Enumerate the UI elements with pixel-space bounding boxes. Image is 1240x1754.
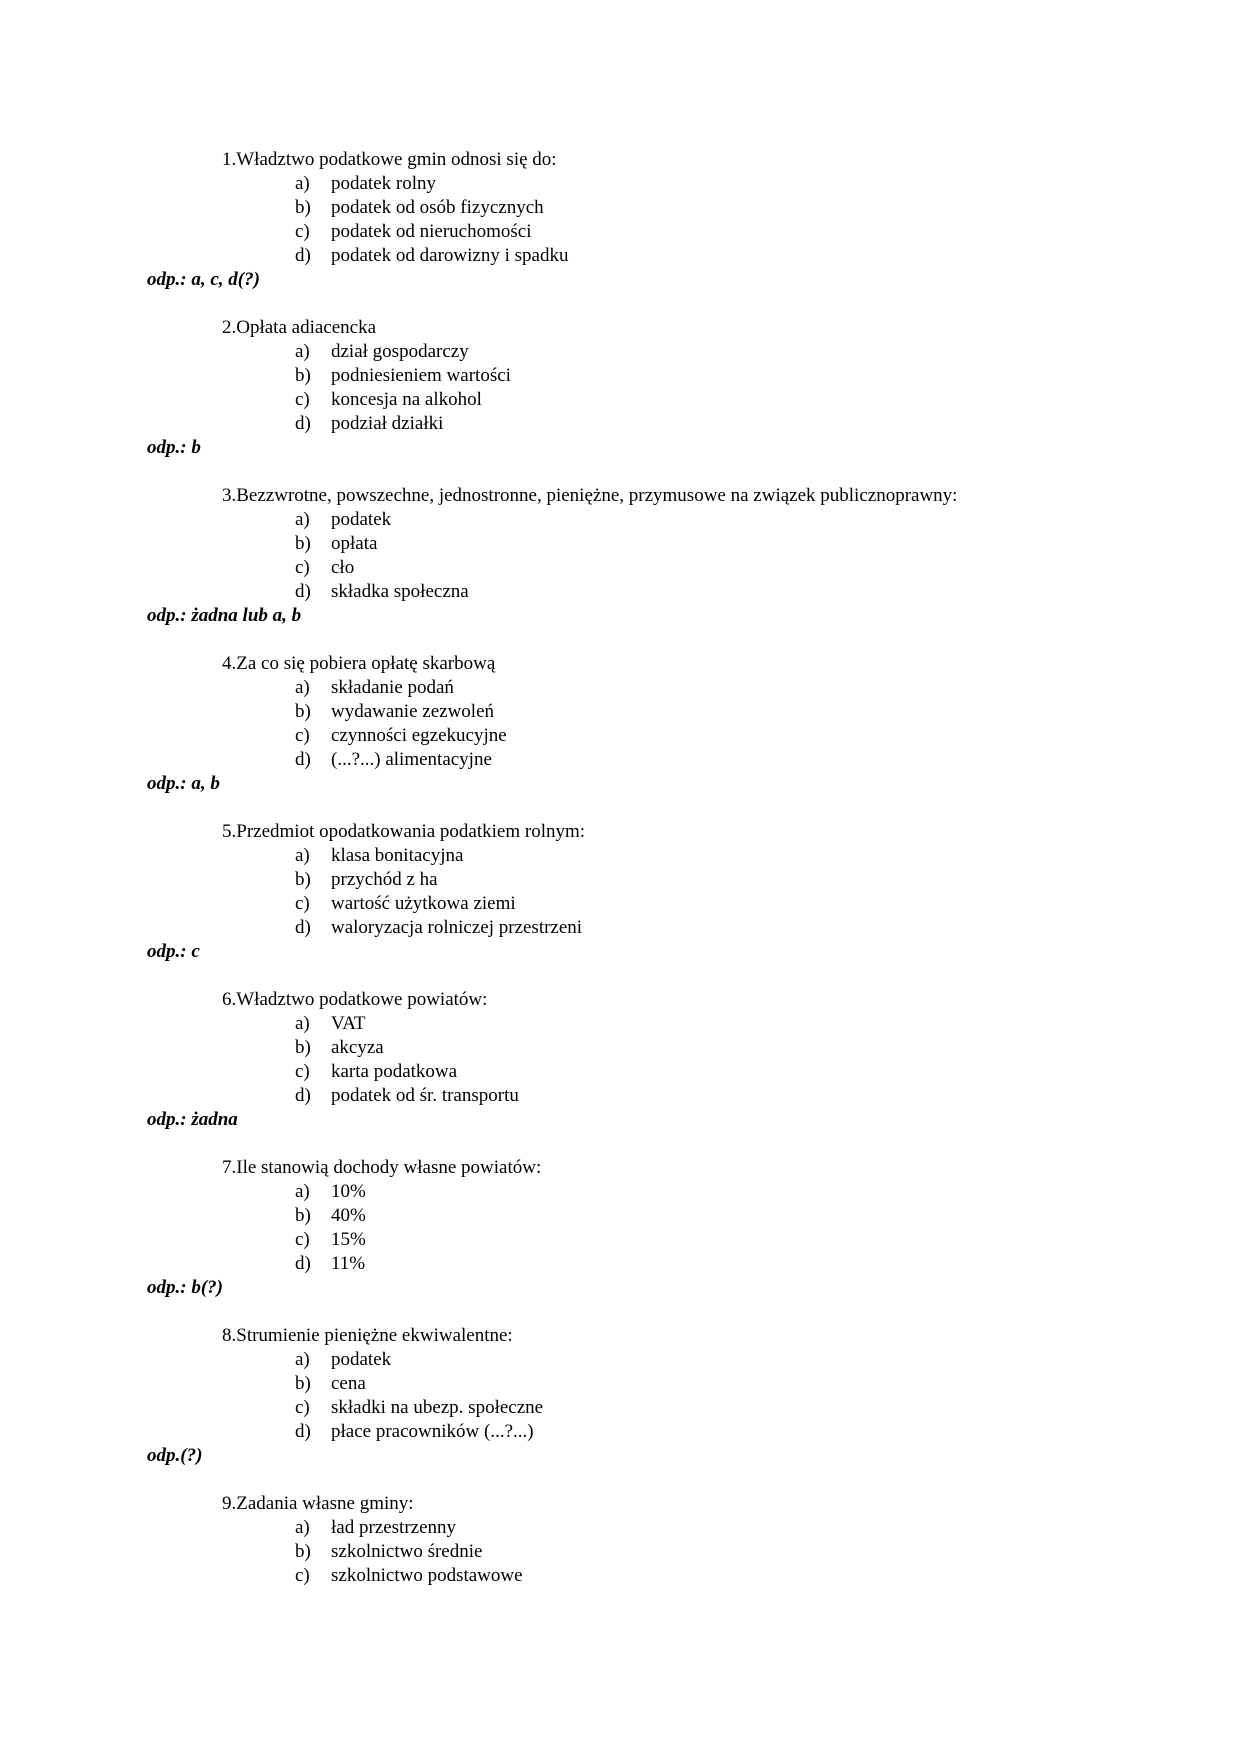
option-letter: d)	[295, 1421, 311, 1442]
option-letter: a)	[295, 1517, 310, 1538]
question-title: 2.Opłata adiacencka	[222, 317, 377, 338]
option-text: szkolnictwo średnie	[331, 1541, 483, 1562]
option-letter: a)	[295, 1181, 310, 1202]
option-letter: d)	[295, 1085, 311, 1106]
option-letter: c)	[295, 221, 310, 242]
option-letter: c)	[295, 893, 310, 914]
answer: odp.(?)	[147, 1445, 203, 1466]
answer: odp.: b(?)	[147, 1277, 223, 1298]
answer: odp.: b	[147, 437, 201, 458]
option-letter: a)	[295, 845, 310, 866]
option-text: (...?...) alimentacyjne	[331, 749, 492, 770]
option-text: podatek od osób fizycznych	[331, 197, 544, 218]
option-text: przychód z ha	[331, 869, 438, 890]
option-text: 10%	[331, 1181, 366, 1202]
option-letter: d)	[295, 581, 311, 602]
option-text: podatek rolny	[331, 173, 437, 194]
option-letter: c)	[295, 725, 310, 746]
option-text: opłata	[331, 533, 378, 554]
option-letter: c)	[295, 1565, 310, 1586]
option-letter: b)	[295, 533, 311, 554]
answer: odp.: c	[147, 941, 200, 962]
option-text: dział gospodarczy	[331, 341, 469, 362]
option-letter: a)	[295, 1349, 310, 1370]
question-title: 5.Przedmiot opodatkowania podatkiem rolnym:	[222, 821, 586, 842]
option-text: podatek od darowizny i spadku	[331, 245, 569, 266]
option-letter: b)	[295, 1373, 311, 1394]
option-text: 40%	[331, 1205, 366, 1226]
option-letter: d)	[295, 917, 311, 938]
option-text: VAT	[331, 1013, 366, 1034]
answer: odp.: żadna lub a, b	[147, 605, 302, 626]
answer: odp.: żadna	[147, 1109, 238, 1130]
option-text: klasa bonitacyjna	[331, 845, 464, 866]
option-text: waloryzacja rolniczej przestrzeni	[331, 917, 583, 938]
option-letter: a)	[295, 1013, 310, 1034]
question-title: 4.Za co się pobiera opłatę skarbową	[222, 653, 496, 674]
option-text: wartość użytkowa ziemi	[331, 893, 516, 914]
option-text: podział działki	[331, 413, 444, 434]
answer: odp.: a, c, d(?)	[147, 269, 260, 290]
option-letter: d)	[295, 245, 311, 266]
option-text: cena	[331, 1373, 366, 1394]
option-text: ład przestrzenny	[331, 1517, 457, 1538]
option-text: podatek od śr. transportu	[331, 1085, 519, 1106]
question-title: 6.Władztwo podatkowe powiatów:	[222, 989, 488, 1010]
option-letter: c)	[295, 1229, 310, 1250]
option-letter: b)	[295, 1205, 311, 1226]
option-letter: b)	[295, 701, 311, 722]
option-letter: b)	[295, 1037, 311, 1058]
option-text: wydawanie zezwoleń	[331, 701, 495, 722]
option-text: podatek od nieruchomości	[331, 221, 532, 242]
option-text: płace pracowników (...?...)	[331, 1421, 534, 1442]
question-title: 8.Strumienie pieniężne ekwiwalentne:	[222, 1325, 513, 1346]
option-letter: b)	[295, 1541, 311, 1562]
option-text: składka społeczna	[331, 581, 469, 602]
option-letter: c)	[295, 1397, 310, 1418]
option-text: akcyza	[331, 1037, 384, 1058]
option-text: czynności egzekucyjne	[331, 725, 507, 746]
option-letter: c)	[295, 557, 310, 578]
option-text: 11%	[331, 1253, 366, 1274]
option-letter: a)	[295, 173, 310, 194]
question-title: 3.Bezzwrotne, powszechne, jednostronne, pieniężne, przymusowe na związek publicznoprawny:	[222, 485, 958, 506]
option-text: koncesja na alkohol	[331, 389, 482, 410]
option-letter: a)	[295, 509, 310, 530]
option-letter: c)	[295, 389, 310, 410]
option-letter: b)	[295, 197, 311, 218]
option-letter: a)	[295, 341, 310, 362]
option-text: podatek	[331, 1349, 392, 1370]
option-letter: b)	[295, 365, 311, 386]
option-text: składki na ubezp. społeczne	[331, 1397, 544, 1418]
option-text: 15%	[331, 1229, 366, 1250]
option-text: podniesieniem wartości	[331, 365, 511, 386]
option-letter: a)	[295, 677, 310, 698]
answer: odp.: a, b	[147, 773, 220, 794]
option-letter: b)	[295, 869, 311, 890]
option-text: cło	[331, 557, 355, 578]
option-letter: d)	[295, 749, 311, 770]
option-letter: d)	[295, 413, 311, 434]
question-title: 1.Władztwo podatkowe gmin odnosi się do:	[222, 149, 557, 170]
option-letter: c)	[295, 1061, 310, 1082]
option-letter: d)	[295, 1253, 311, 1274]
option-text: składanie podań	[331, 677, 454, 698]
question-title: 7.Ile stanowią dochody własne powiatów:	[222, 1157, 542, 1178]
question-title: 9.Zadania własne gminy:	[222, 1493, 414, 1514]
option-text: karta podatkowa	[331, 1061, 458, 1082]
option-text: szkolnictwo podstawowe	[331, 1565, 523, 1586]
option-text: podatek	[331, 509, 392, 530]
